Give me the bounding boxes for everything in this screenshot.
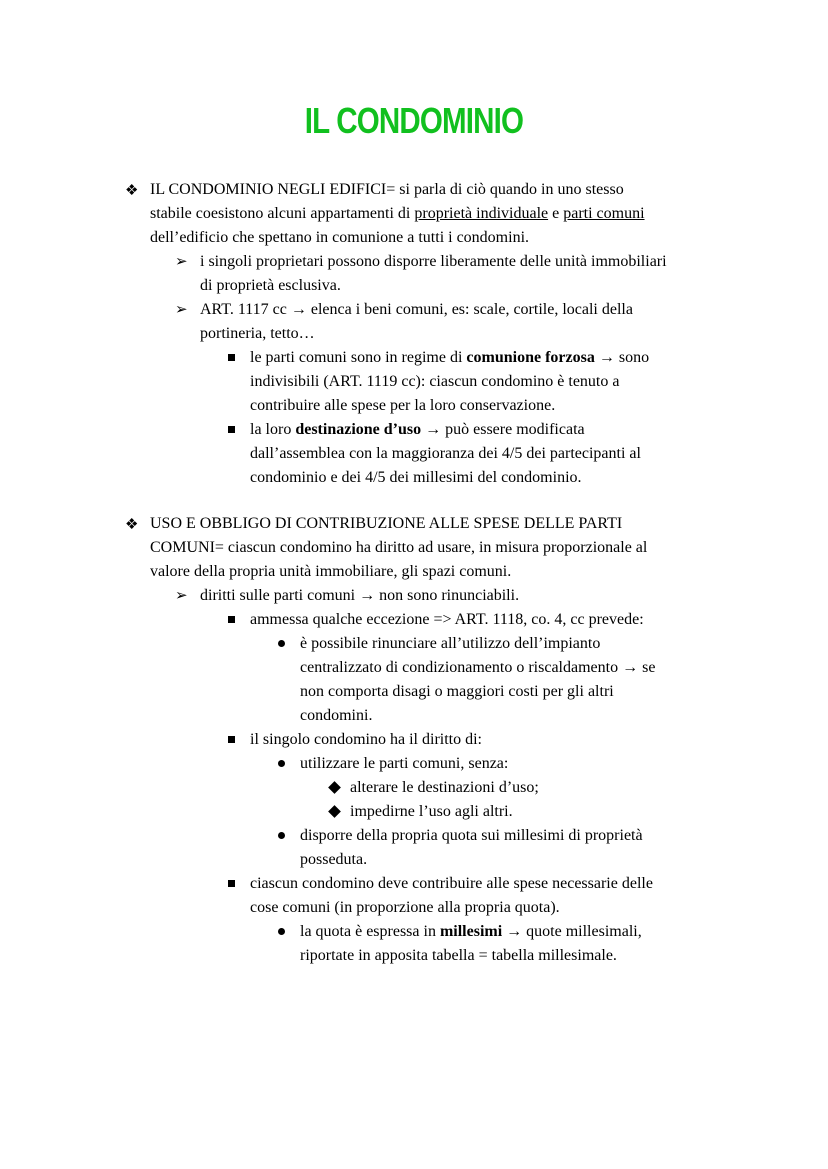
page-title: IL CONDOMINIO xyxy=(304,100,524,141)
underlined-term: parti comuni xyxy=(563,205,645,222)
section2-arrow1: diritti sulle parti comuni → non sono rinunciabili. xyxy=(200,587,520,604)
section1-square1-line3: contribuire alle spese per la loro conservazione. xyxy=(250,397,556,414)
section1-square1-line2: indivisibili (ART. 1119 cc): ciascun condomino è tenuto a xyxy=(250,373,620,390)
text: → può essere modificata xyxy=(421,421,585,438)
bold-term: millesimi xyxy=(439,923,503,940)
section2-square1: ammessa qualche eccezione => ART. 1118, co. 4, cc prevede: xyxy=(250,611,644,628)
diamond-bullet-icon: ❖ xyxy=(125,183,139,199)
square-bullet-icon xyxy=(228,426,235,433)
section2-square2: il singolo condomino ha il diritto di: xyxy=(250,731,482,748)
dot-bullet-icon xyxy=(278,640,285,647)
square-bullet-icon xyxy=(228,354,235,361)
square-bullet-icon xyxy=(228,616,235,623)
section2-line3: valore della propria unità immobiliare, gli spazi comuni. xyxy=(150,563,512,580)
section2-circle4-line2: riportate in apposita tabella = tabella millesimale. xyxy=(300,947,617,964)
text: la loro xyxy=(250,421,296,438)
text: → quote millesimali, xyxy=(502,923,642,940)
underlined-term: proprietà individuale xyxy=(414,205,549,222)
section2-diamond1: alterare le destinazioni d’uso; xyxy=(350,779,539,796)
section2-line1: USO E OBBLIGO DI CONTRIBUZIONE ALLE SPESE DELLE PARTI xyxy=(150,515,623,532)
dot-bullet-icon xyxy=(278,760,285,767)
text: le parti comuni sono in regime di xyxy=(250,349,467,366)
text: stabile coesistono alcuni appartamenti di xyxy=(150,205,415,222)
text: e xyxy=(548,205,564,222)
text: la quota è espressa in xyxy=(300,923,440,940)
section2-circle2: utilizzare le parti comuni, senza: xyxy=(300,755,509,772)
section2-line2: COMUNI= ciascun condomino ha diritto ad usare, in misura proporzionale al xyxy=(150,539,648,556)
section2-diamond2: impedirne l’uso agli altri. xyxy=(350,803,513,820)
square-bullet-icon xyxy=(228,880,235,887)
section2-circle1-line3: non comporta disagi o maggiori costi per gli altri xyxy=(300,683,614,700)
section1-arrow2-line2: portineria, tetto… xyxy=(200,325,315,342)
text: → sono xyxy=(594,349,650,366)
section2-circle3-line2: posseduta. xyxy=(300,851,368,868)
section1-arrow1-line2: di proprietà esclusiva. xyxy=(200,277,341,294)
section1-line2 xyxy=(150,204,645,224)
section1-line1: IL CONDOMINIO NEGLI EDIFICI= si parla di ciò quando in uno stesso xyxy=(150,181,624,198)
section2-circle1-line1: è possibile rinunciare all’utilizzo dell’impianto xyxy=(300,635,601,652)
section1-square2-line2: dall’assemblea con la maggioranza dei 4/5 dei partecipanti al xyxy=(250,445,641,462)
dot-bullet-icon xyxy=(278,832,285,839)
section2-circle1-line2: centralizzato di condizionamento o riscaldamento → se xyxy=(300,659,656,676)
diamond-filled-icon xyxy=(328,781,341,794)
diamond-bullet-icon: ❖ xyxy=(125,517,139,533)
section1-square1-line1 xyxy=(250,348,649,368)
arrow-bullet-icon: ➢ xyxy=(175,588,188,604)
section2-square3-line2: cose comuni (in proporzione alla propria quota). xyxy=(250,899,560,916)
section1-arrow2-line1: ART. 1117 cc → elenca i beni comuni, es: scale, cortile, locali della xyxy=(200,301,633,318)
section1-line3: dell’edificio che spettano in comunione a tutti i condomini. xyxy=(150,229,530,246)
section2-square3-line1: ciascun condomino deve contribuire alle spese necessarie delle xyxy=(250,875,653,892)
section2-circle3-line1: disporre della propria quota sui millesimi di proprietà xyxy=(300,827,643,844)
arrow-bullet-icon: ➢ xyxy=(175,254,188,270)
diamond-filled-icon xyxy=(328,805,341,818)
bold-term: destinazione d’uso xyxy=(295,421,422,438)
square-bullet-icon xyxy=(228,736,235,743)
dot-bullet-icon xyxy=(278,928,285,935)
arrow-bullet-icon: ➢ xyxy=(175,302,188,318)
section1-arrow1-line1: i singoli proprietari possono disporre liberamente delle unità immobiliari xyxy=(200,253,667,270)
bold-term: comunione forzosa xyxy=(466,349,595,366)
section2-circle4-line1 xyxy=(300,922,642,942)
section1-square2-line1 xyxy=(250,420,585,440)
section2-circle1-line4: condomini. xyxy=(300,707,373,724)
section1-square2-line3: condominio e dei 4/5 dei millesimi del condominio. xyxy=(250,469,582,486)
